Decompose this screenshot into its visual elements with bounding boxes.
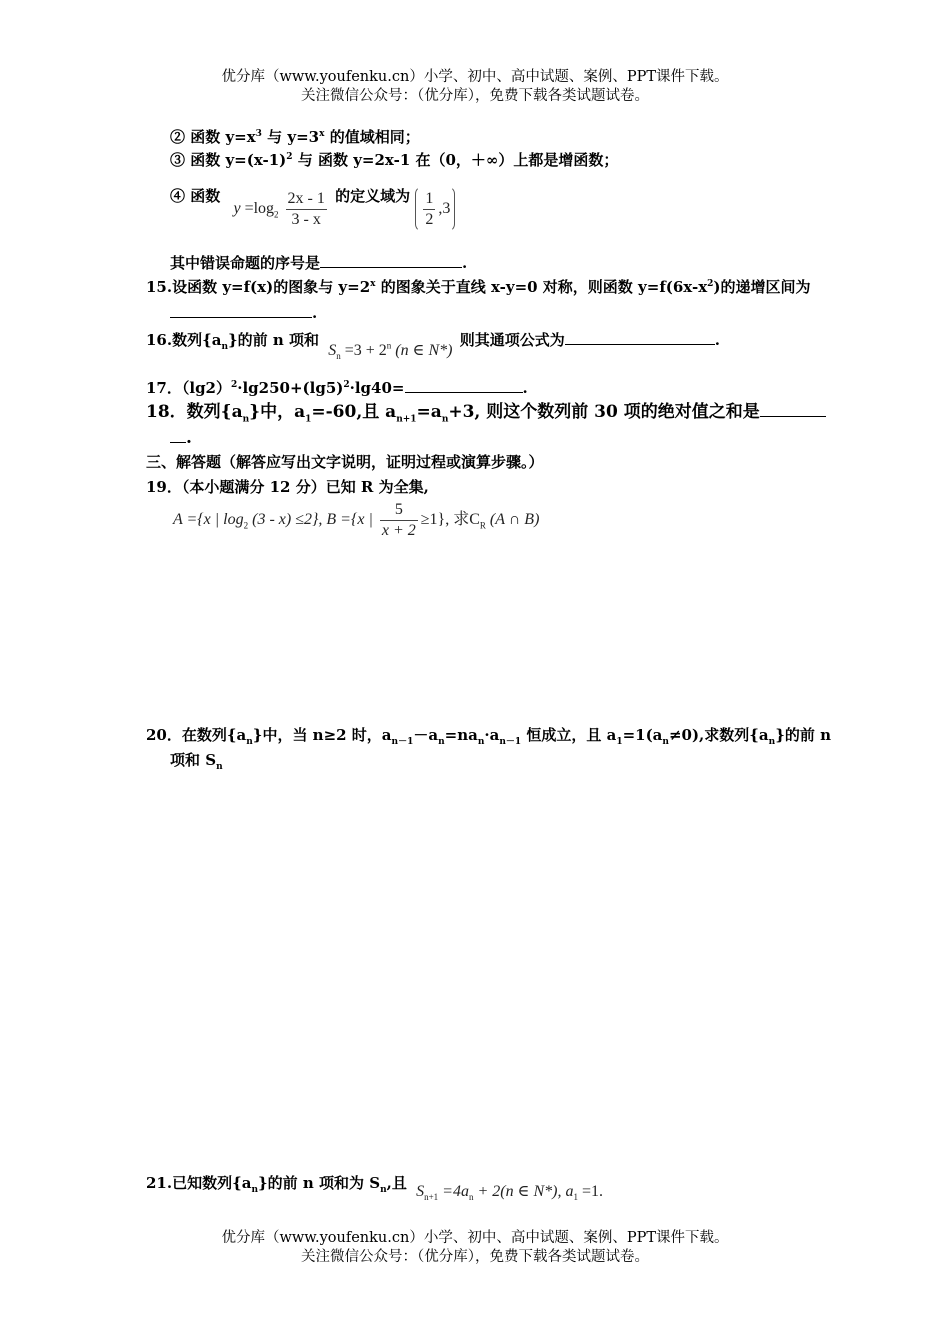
answer-blank[interactable] <box>320 251 462 268</box>
q20-line-1: 20．在数列$\{a_n\}$中，当 n≥2 时，$a_{n-1}-a_n=na_n\cdot a_{n-1}$ 恒成立，且 $a_1=1(a_n\ne 0)$,求数列$\{a_n\}$的前 n <box>146 726 831 747</box>
q14-item-3: ③ 函数 $y=(x-1)^2$ 与 函数 y=2x-1 在（0，＋∞）上都是增函数； <box>170 151 619 169</box>
q14-item-4: ④ 函数 $y =\log_2$ $\frac{2x - 1}{3 - x}$ 的定义域为 $\frac{1}{2}$ ,3 <box>170 186 455 232</box>
q17-line: 17．$(\lg 2)^2\cdot\lg 250+(\lg 5)^2\cdot\lg 40=$ . <box>146 376 528 398</box>
footer-line-1: 优分库（www.youfenku.cn）小学、初中、高中试题、案例、PPT课件下载。 <box>221 1230 729 1246</box>
answer-blank[interactable] <box>405 376 523 393</box>
page-footer <box>0 1229 950 1267</box>
q16-sum-formula: $S_n =3 + 2^n$ (n ∈ N*) <box>328 340 453 362</box>
q14-domain-interval: $\frac{1}{2}$ ,3 <box>415 186 455 232</box>
q21-line: 21.已知数列$\{a_n\}$的前 n 项和为 $S_n$,且 $S_{n+1} =4a_n + 2(n$ ∈ N*), $a_1 =1$. <box>146 1174 603 1203</box>
section-3-title: 三、解答题（解答应写出文字说明，证明过程或演算步骤。） <box>146 453 544 471</box>
answer-blank[interactable] <box>760 400 826 417</box>
answer-blank[interactable] <box>565 328 715 345</box>
q21-formula: $S_{n+1} =4a_n + 2(n$ ∈ N*), $a_1 =1$. <box>416 1183 603 1203</box>
q18-line-2: . <box>170 426 192 448</box>
q14-log-formula: $y =\log_2$ $\frac{2x - 1}{3 - x}$ <box>233 189 325 228</box>
q15-line-2: . <box>170 301 317 323</box>
q18-line-1: 18．数列$\{a_n\}$中，$a_1=-60$,且 $a_{n+1}=a_n+3$, 则这个数列前 30 项的绝对值之和是 <box>146 400 826 422</box>
q15-line-1: 15.设函数 y=f(x)的图象与 $y=2^x$ 的图象关于直线 x-y=0 对称，则函数 $y=f(6x-x^2)$的递增区间为 <box>146 278 811 296</box>
answer-blank[interactable] <box>170 426 186 443</box>
header-line-2: 关注微信公众号：（优分库），免费下载各类试题试卷。 <box>301 88 649 104</box>
page-header <box>0 68 950 106</box>
answer-blank[interactable] <box>170 301 312 318</box>
q19-formula: A ={x | $\log_2 (3 - x) \le 2$}, B ={x | $\frac{5}{x + 2}$ ≥1}, 求$C_R$ (A ∩ B) <box>173 501 540 539</box>
q16-line: 16.数列$\{a_n\}$的前 n 项和 $S_n =3 + 2^n$ (n ∈ N*) 则其通项公式为 . <box>146 328 720 351</box>
q19-title: 19．（本小题满分 12 分）已知 R 为全集, <box>146 478 429 496</box>
q20-line-2: 项和 $S_n$ <box>170 751 223 772</box>
footer-line-2: 关注微信公众号：（优分库），免费下载各类试题试卷。 <box>301 1249 649 1265</box>
q14-item-2: ② 函数 $y=x^3$ 与 $y=3^x$ 的值域相同； <box>170 128 420 146</box>
q14-question: 其中错误命题的序号是 . <box>170 251 467 273</box>
header-line-1: 优分库（www.youfenku.cn）小学、初中、高中试题、案例、PPT课件下载。 <box>221 69 729 85</box>
